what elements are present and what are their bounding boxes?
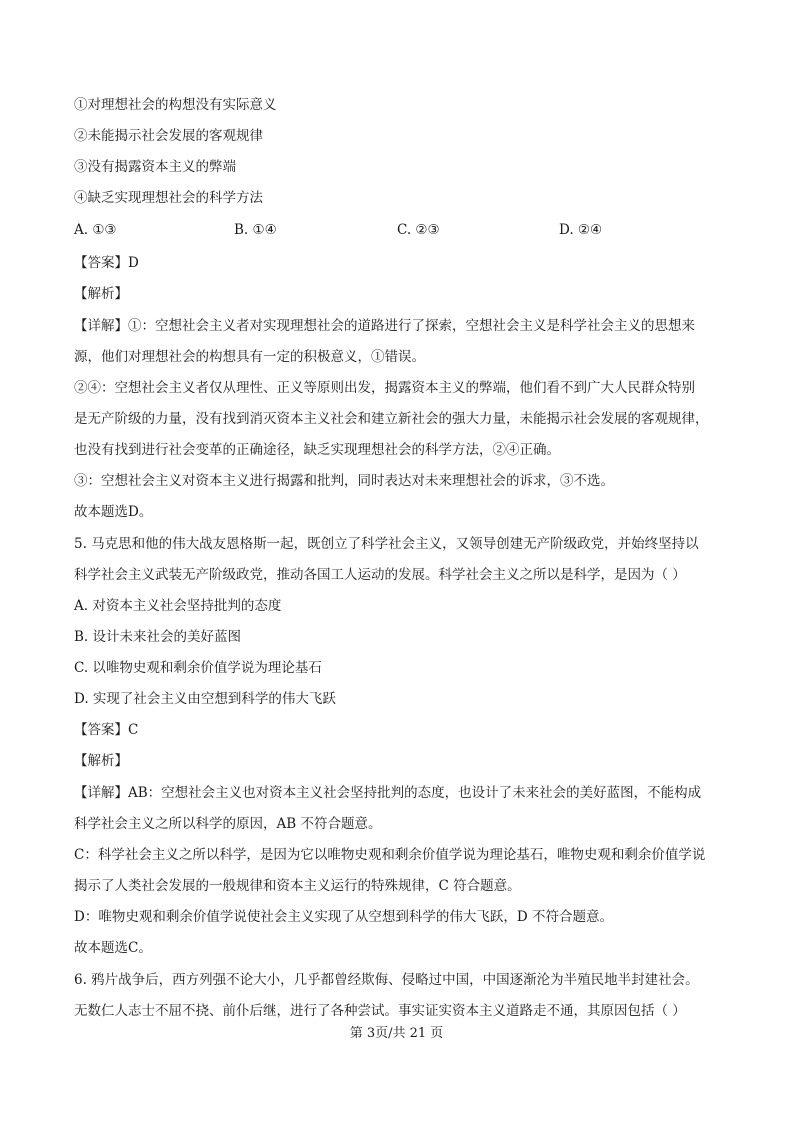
- q4-option-b: B. ①④: [234, 222, 277, 238]
- q5-option-d: D. 实现了社会主义由空想到科学的伟大飞跃: [74, 691, 336, 707]
- q4-option-c: C. ②③: [397, 222, 440, 238]
- q4-option-a: A. ①③: [74, 222, 117, 238]
- q5-detail-line-4: 揭示了人类社会发展的一般规律和资本主义运行的特殊规律，C 符合题意。: [74, 878, 521, 894]
- q4-detail-line-3: ②④：空想社会主义者仅从理性、正义等原则出发，揭露资本主义的弊端，他们看不到广大人民群众特别: [74, 380, 695, 396]
- q5-option-b: B. 设计未来社会的美好蓝图: [74, 629, 242, 645]
- q5-detail-line-1: 【详解】AB：空想社会主义也对资本主义社会坚持批判的态度，也设计了未来社会的美好蓝图，不能构成: [74, 785, 702, 801]
- q4-detail-line-5: 也没有找到进行社会变革的正确途径，缺乏实现理想社会的科学方法，②④正确。: [74, 442, 560, 458]
- q4-statement-3: ③没有揭露资本主义的弊端: [74, 159, 236, 175]
- q6-stem-line-1: 6. 鸦片战争后，西方列强不论大小，几乎都曾经欺侮、侵略过中国，中国逐渐沦为半殖民地半封建社会。: [74, 972, 699, 988]
- q4-detail-line-1: 【详解】①：空想社会主义者对实现理想社会的道路进行了探索，空想社会主义是科学社会主义的思想来: [74, 318, 695, 334]
- q5-detail-line-3: C：科学社会主义之所以科学，是因为它以唯物史观和剩余价值学说为理论基石，唯物史观和剩余价值学说: [74, 847, 706, 863]
- q5-answer: 【答案】C: [74, 722, 139, 738]
- q5-option-c: C. 以唯物史观和剩余价值学说为理论基石: [74, 660, 322, 676]
- q5-stem-line-2: 科学社会主义武装无产阶级政党，推动各国工人运动的发展。科学社会主义之所以是科学，是因为（ ）: [74, 567, 686, 583]
- q6-stem-line-2: 无数仁人志士不屈不挠、前仆后继，进行了各种尝试。事实证实资本主义道路走不通，其原因包括（ ）: [74, 1003, 686, 1019]
- q4-statement-2: ②未能揭示社会发展的客观规律: [74, 128, 263, 144]
- q4-statement-4: ④缺乏实现理想社会的科学方法: [74, 190, 263, 206]
- q4-detail-line-2: 源，他们对理想社会的构想具有一定的积极意义，①错误。: [74, 349, 425, 365]
- q4-detail-line-7: 故本题选D。: [74, 504, 153, 520]
- q4-detail-line-4: 是无产阶级的力量，没有找到消灭资本主义社会和建立新社会的强大力量，未能揭示社会发展的客观规律，: [74, 411, 709, 427]
- q5-detail-line-6: 故本题选C。: [74, 940, 152, 956]
- q5-stem-line-1: 5. 马克思和他的伟大战友恩格斯一起，既创立了科学社会主义，又领导创建无产阶级政党，并始终坚持以: [74, 536, 699, 552]
- q5-analysis-label: 【解析】: [74, 753, 128, 769]
- q4-analysis-label: 【解析】: [74, 286, 128, 302]
- q4-options: [74, 220, 724, 240]
- q4-statement-1: ①对理想社会的构想没有实际意义: [74, 97, 277, 113]
- q5-detail-line-2: 科学社会主义之所以科学的原因，AB 不符合题意。: [74, 816, 382, 832]
- q4-answer: 【答案】D: [74, 255, 139, 271]
- q4-option-d: D. ②④: [559, 222, 603, 238]
- page-footer: 第 3页/共 21 页: [349, 1026, 444, 1041]
- q4-detail-line-6: ③：空想社会主义对资本主义进行揭露和批判，同时表达对未来理想社会的诉求，③不选。: [74, 473, 614, 489]
- q5-option-a: A. 对资本主义社会坚持批判的态度: [74, 598, 282, 614]
- q5-detail-line-5: D：唯物史观和剩余价值学说使社会主义实现了从空想到科学的伟大飞跃，D 不符合题意。: [74, 909, 613, 925]
